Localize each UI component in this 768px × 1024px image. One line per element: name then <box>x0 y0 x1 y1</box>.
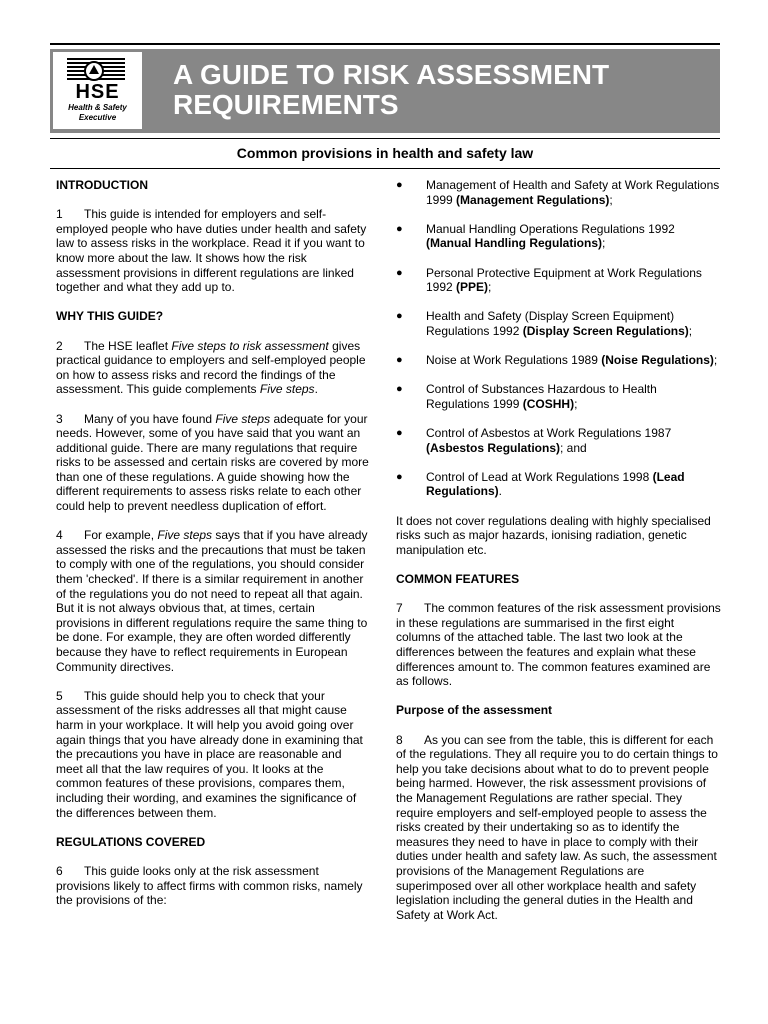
leaflet-title: Five steps to risk assessment <box>171 338 329 353</box>
bullet-icon: ● <box>396 266 403 279</box>
bullet-icon: ● <box>396 222 403 235</box>
list-item <box>396 309 722 338</box>
list-punctuation: ; <box>609 192 613 207</box>
paragraph-text: The common features of the risk assessment provisions in these regulations are summarised in the first eight columns of the attached table. The last two look at the differences between the features and explain what these differences amount to. The common features examined are as follows. <box>396 601 721 689</box>
regulation-short-name: (Asbestos Regulations) <box>426 440 561 455</box>
regulation-name: Noise at Work Regulations 1989 <box>426 353 602 368</box>
regulation-short-name: (Manual Handling Regulations) <box>426 236 602 251</box>
section-heading-regulations: REGULATIONS COVERED <box>56 834 206 849</box>
paragraph-number: 5 <box>56 688 63 703</box>
regulation-name: Control of Lead at Work Regulations 1998 <box>426 469 653 484</box>
paragraph-6 <box>56 864 371 908</box>
subheading-purpose: Purpose of the assessment <box>396 703 553 718</box>
regulation-short-name: (Noise Regulations) <box>601 353 714 368</box>
regulation-short-name: (COSHH) <box>522 396 575 411</box>
regulation-name: Management of Health and Safety at Work Regulations 1999 <box>426 178 720 207</box>
paragraph-4 <box>56 528 371 674</box>
bullet-icon: ● <box>396 310 403 323</box>
list-item <box>396 382 722 411</box>
paragraph-8 <box>396 733 722 923</box>
paragraph-number: 4 <box>56 528 63 543</box>
paragraph-2 <box>56 339 371 397</box>
list-item <box>396 178 722 207</box>
regulation-short-name: (Display Screen Regulations) <box>522 323 689 338</box>
hse-logo <box>53 52 142 129</box>
page-subtitle: Common provisions in health and safety law <box>236 145 534 161</box>
left-column <box>56 178 371 908</box>
paragraph-text: This guide looks only at the risk assessment provisions likely to affect firms with common risks, namely the provisions of the: <box>56 863 363 908</box>
paragraph-number: 6 <box>56 863 63 878</box>
regulations-list <box>396 178 722 499</box>
section-heading-introduction: INTRODUCTION <box>56 178 148 192</box>
page-title <box>173 60 609 120</box>
paragraph-number: 7 <box>396 601 403 616</box>
list-item <box>396 222 722 251</box>
paragraph-text: Many of you have found <box>84 411 216 426</box>
regulation-name: Health and Safety (Display Screen Equipment) Regulations 1992 <box>426 309 675 338</box>
list-punctuation: ; <box>602 236 606 251</box>
regulation-short-name: (Lead Regulations) <box>426 469 685 499</box>
list-punctuation: ; and <box>560 440 587 455</box>
bullet-icon: ● <box>396 470 403 483</box>
regulation-name: Control of Substances Hazardous to Health Regulations 1999 <box>426 382 657 411</box>
paragraph-number: 1 <box>56 207 63 222</box>
list-item <box>396 470 722 499</box>
right-column <box>396 178 722 922</box>
paragraph-number: 3 <box>56 411 63 426</box>
paragraph-text: This guide is intended for employers and self-employed people who have duties under health and safety law to assess risks in the workplace. Read it if you want to know more about the law. It shows how the risk assessment provisions in different regulations are linked together and what they add up to. <box>56 207 367 295</box>
paragraph-7 <box>396 601 722 689</box>
paragraph-1 <box>56 207 371 295</box>
paragraph-text: . <box>314 382 318 397</box>
list-punctuation: . <box>498 484 503 499</box>
bullet-icon: ● <box>396 383 403 396</box>
paragraph-text: For example, <box>84 528 158 543</box>
paragraph-text: adequate for your needs. However, some of you have said that you want an additional guide. There are many regulations that require risks to be assessed and certain risks are covered by more than one of these regulations. A guide showing how the different requirements to assess risks relate to each other could help to prevent needless duplication of effort. <box>56 411 369 514</box>
list-punctuation: ; <box>488 280 492 295</box>
leaflet-title: Five steps <box>215 411 271 426</box>
regulation-name: Personal Protective Equipment at Work Regulations 1992 <box>426 265 702 295</box>
top-rule <box>50 43 720 45</box>
bullet-icon: ● <box>396 354 403 367</box>
section-heading-why: WHY THIS GUIDE? <box>56 309 164 324</box>
paragraph-text: The HSE leaflet <box>84 338 172 353</box>
leaflet-title: Five steps <box>157 528 213 543</box>
paragraph-text: This guide should help you to check that your assessment of the risks addresses all that might cause harm in your workplace. It will help you avoid going over again things that you have already done in examining that the precautions you have in place are reasonable and meet all that the law requires of you. It looks at the common features of these provisions, compares them, including their wording, and examines the significance of the differences between them. <box>56 688 363 820</box>
list-punctuation: ; <box>688 323 693 338</box>
paragraph-text: gives practical guidance to employers and self-employed people on how to assess risks and record the findings of the assessment. This guide complements <box>56 338 366 397</box>
regulation-name: Manual Handling Operations Regulations 1992 <box>426 221 675 236</box>
paragraph-5 <box>56 689 371 820</box>
regulation-name: Control of Asbestos at Work Regulations 1987 <box>426 426 672 441</box>
title-line-1: A GUIDE TO RISK ASSESSMENT <box>173 59 610 90</box>
list-item <box>396 266 722 295</box>
list-punctuation: ; <box>574 396 578 411</box>
paragraph-number: 8 <box>396 732 403 747</box>
list-item <box>396 353 722 368</box>
title-line-2: REQUIREMENTS <box>173 89 399 120</box>
list-punctuation: ; <box>713 353 718 368</box>
section-heading-common-features: COMMON FEATURES <box>396 572 520 587</box>
bullet-icon: ● <box>396 427 403 440</box>
regulation-short-name: (PPE) <box>456 280 489 295</box>
leaflet-title: Five steps <box>259 382 315 397</box>
paragraph-text: As you can see from the table, this is different for each of the regulations. They all require you to do certain things to help you take decisions about what to do to prevent people being harmed. However, the risk assessment provisions of the Management Regulations are rather special. They require employers and self-employed people to assess the risks created by their undertaking so as to identify the measures they need to have in place to comply with their duties under health and safety law. As such, the assessment provisions of the Management Regulations are superimposed over all other workplace health and safety legislation including the general duties in the Health and Safety at Work Act. <box>396 732 718 922</box>
regulation-short-name: (Management Regulations) <box>456 192 610 207</box>
list-item <box>396 426 722 455</box>
bullet-icon: ● <box>396 179 403 191</box>
paragraph-number: 2 <box>56 338 63 353</box>
hse-emblem-icon <box>84 61 104 81</box>
scope-note: It does not cover regulations dealing with highly specialised risks such as major hazards, ionising radiation, genetic manipulation etc. <box>396 513 711 557</box>
hse-logo-text: HSE <box>75 81 120 103</box>
subtitle-top-rule <box>50 138 720 139</box>
paragraph-3 <box>56 412 371 514</box>
subtitle-bottom-rule <box>50 168 720 169</box>
hse-logo-subtext: Health & Safety Executive <box>68 103 127 122</box>
paragraph-text: says that if you have already assessed the risks and the precautions that must be taken to comply with one of the regulations, you should consider them 'checked'. If there is a similar requirement in another of the regulations you do not need to repeat all that again. But it is not always obvious that, at times, certain provisions in different regulations require the same thing to be done. For example, they are often worded differently because they have to reflect requirements in European Community directives. <box>56 528 368 674</box>
